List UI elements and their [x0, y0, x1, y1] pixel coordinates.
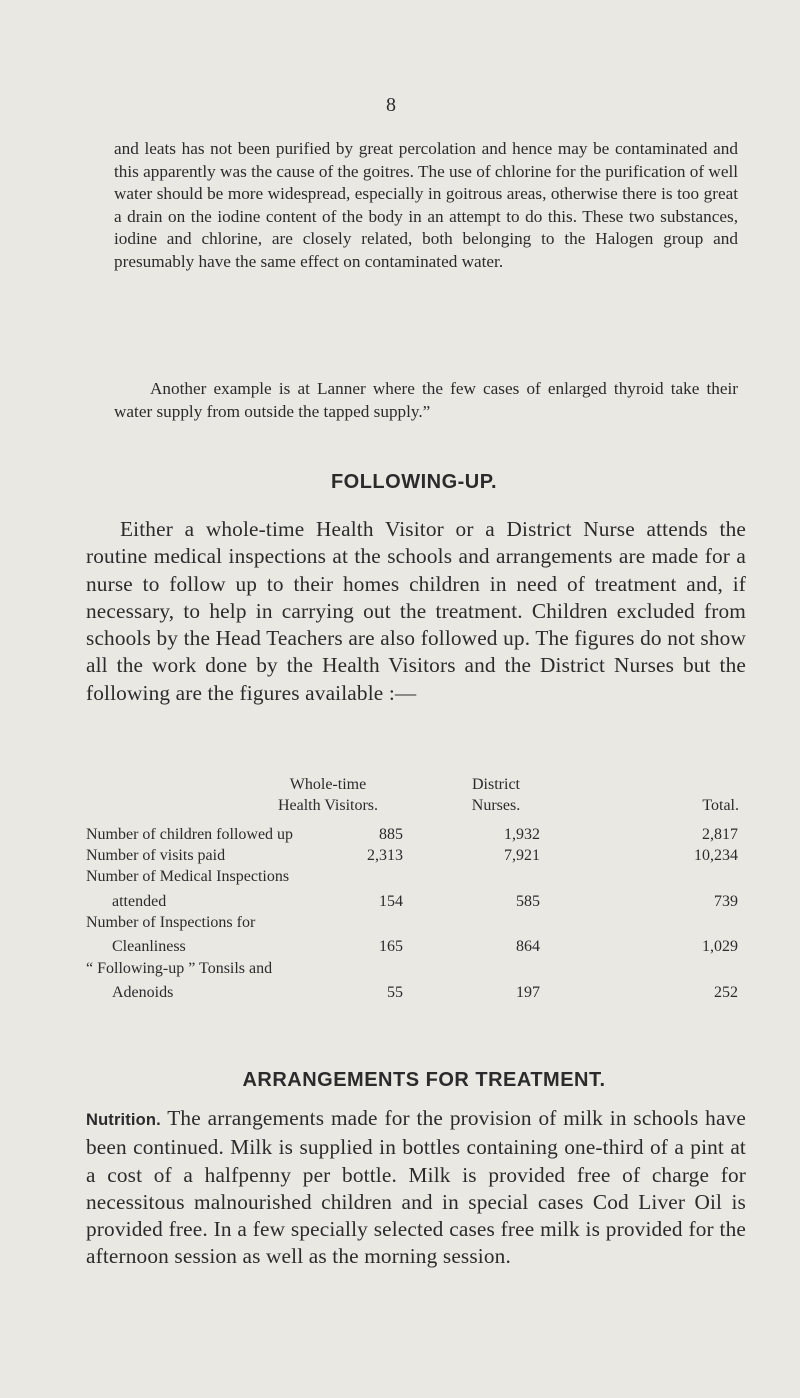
row-label: Number of children followed up — [86, 826, 294, 843]
cell-total: 1,029 — [702, 938, 738, 955]
header-health-visitors-2: Health Visitors. — [277, 797, 379, 814]
paragraph-nutrition — [86, 1105, 746, 1271]
header-district-nurses-2: Nurses. — [471, 797, 521, 814]
heading-arrangements: ARRANGEMENTS FOR TREATMENT. — [242, 1069, 606, 1091]
cell-health-visitors: 55 — [387, 984, 403, 1001]
cell-total: 739 — [714, 893, 738, 910]
row-label: “ Following-up ” Tonsils and — [86, 960, 273, 977]
cell-district-nurses: 585 — [516, 893, 540, 910]
row-label: Number of Inspections for — [86, 914, 256, 931]
header-health-visitors-1: Whole-time — [289, 776, 367, 793]
page-number: 8 — [386, 94, 396, 116]
row-label-cont: Adenoids — [112, 984, 174, 1001]
paragraph-nutrition-body: The arrangements made for the provision of milk in schools have been continued. Milk is supplied in bottles containing one-third of a pint at a cost of a halfpenny per bottle. Milk is provided free of charge for necessitous malnourished children and in special cases Cod Liver Oil is provided free. In a few specially selected cases free milk is provided for the afternoon session as well as the morning session. — [86, 1106, 746, 1269]
cell-health-visitors: 2,313 — [367, 847, 403, 864]
row-label-cont: Cleanliness — [112, 938, 186, 955]
cell-health-visitors: 154 — [379, 893, 403, 910]
cell-total: 10,234 — [694, 847, 738, 864]
cell-district-nurses: 7,921 — [504, 847, 540, 864]
run-in-heading: Nutrition. — [86, 1111, 161, 1129]
cell-district-nurses: 197 — [516, 984, 540, 1001]
paragraph-lanner: Another example is at Lanner where the few cases of enlarged thyroid take their water supply from outside the tapped supply.” — [114, 379, 738, 421]
cell-total: 252 — [714, 984, 738, 1001]
cell-health-visitors: 165 — [379, 938, 403, 955]
paragraph-following-up: Either a whole-time Health Visitor or a District Nurse attends the routine medical inspections at the schools and arrangements are made for a nurse to follow up to their homes children in need of treatment and, if necessary, to help in carrying out the treatment. Children excluded from schools by the Head Teachers are also followed up. The figures do not show all the work done by the Health Visitors and the District Nurses but the following are the figures available :— — [86, 517, 746, 705]
cell-district-nurses: 1,932 — [504, 826, 540, 843]
cell-district-nurses: 864 — [516, 938, 540, 955]
row-label: Number of Medical Inspections — [86, 868, 290, 885]
heading-following-up: FOLLOWING-UP. — [330, 471, 498, 493]
cell-total: 2,817 — [702, 826, 738, 843]
cell-health-visitors: 885 — [379, 826, 403, 843]
header-district-nurses-1: District — [472, 776, 520, 793]
row-label: Number of visits paid — [86, 847, 226, 864]
row-label-cont: attended — [112, 893, 167, 910]
header-total: Total. — [702, 797, 739, 814]
paragraph-goitre: and leats has not been purified by great percolation and hence may be contaminated and this apparently was the cause of the goitres. The use of chlorine for the purification of well water should be more widespread, especially in goitrous areas, otherwise there is too great a drain on the iodine content of the body in an attempt to do this. These two substances, iodine and chlorine, are closely related, both belonging to the Halogen group and presumably have the same effect on contaminated water. — [114, 139, 738, 271]
